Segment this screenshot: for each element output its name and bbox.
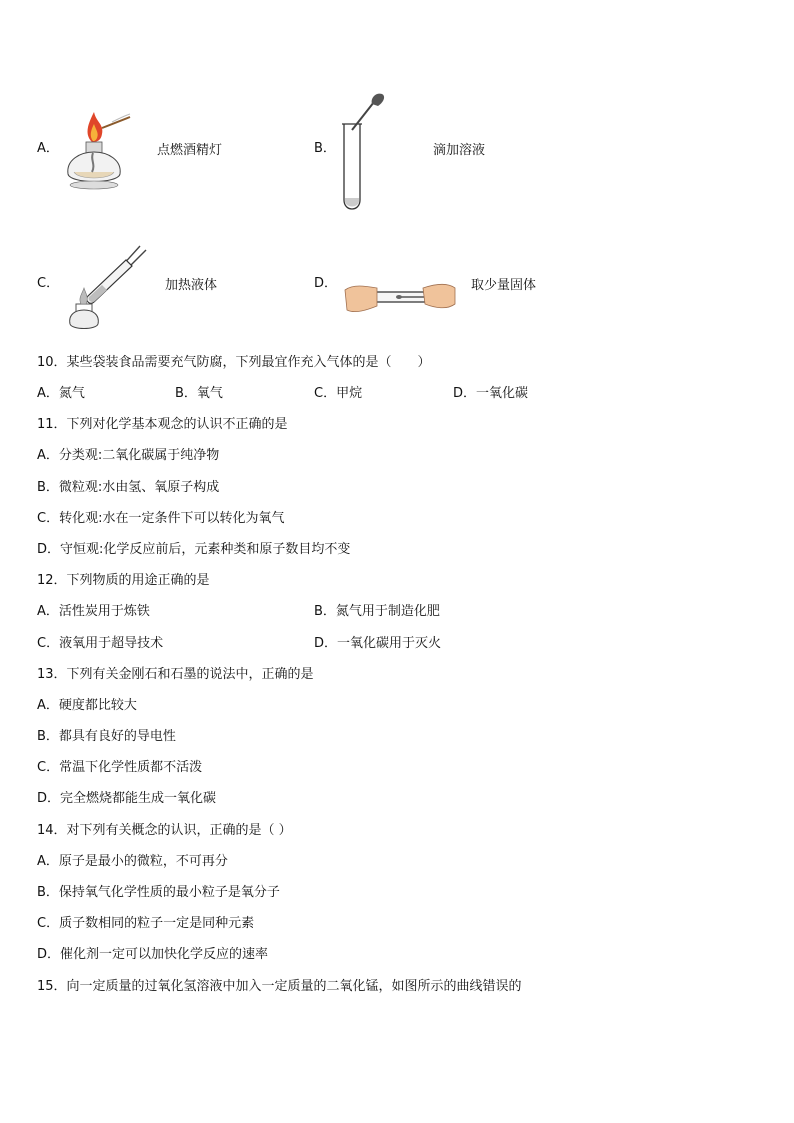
q9-option-b-letter: B． — [314, 141, 336, 156]
q11-option-b: B．微粒观:水由氢、氧原子构成 — [37, 480, 220, 495]
q9-option-c-caption: 加热液体 — [165, 278, 218, 293]
q10-option-b: B．氧气 — [175, 386, 223, 401]
q10-option-d: D．一氧化碳 — [453, 386, 529, 401]
q14-stem: 14．对下列有关概念的认识，正确的是（ ） — [37, 823, 292, 838]
q14-option-a: A．原子是最小的微粒，不可再分 — [37, 854, 228, 869]
q13-option-d: D．完全燃烧都能生成一氧化碳 — [37, 791, 217, 806]
q12-option-d: D．一氧化碳用于灭火 — [314, 636, 442, 651]
taking-solid-image — [343, 274, 457, 322]
q14-option-b: B．保持氧气化学性质的最小粒子是氧分子 — [37, 885, 280, 900]
q14-option-c: C．质子数相同的粒子一定是同种元素 — [37, 916, 255, 931]
q13-stem: 13．下列有关金刚石和石墨的说法中，正确的是 — [37, 667, 314, 682]
dropper-test-tube-image — [336, 90, 392, 216]
q15-stem: 15．向一定质量的过氧化氢溶液中加入一定质量的二氧化锰，如图所示的曲线错误的 — [37, 979, 522, 994]
q9-option-d-letter: D． — [314, 276, 338, 291]
q11-option-c: C．转化观:水在一定条件下可以转化为氧气 — [37, 511, 285, 526]
q11-option-d: D．守恒观:化学反应前后，元素种类和原子数目均不变 — [37, 542, 351, 557]
q14-option-d: D．催化剂一定可以加快化学反应的速率 — [37, 947, 269, 962]
q10-option-a: A．氮气 — [37, 386, 85, 401]
q13-option-b: B．都具有良好的导电性 — [37, 729, 176, 744]
q12-option-b: B．氮气用于制造化肥 — [314, 604, 440, 619]
alcohol-lamp-lighting-image — [62, 108, 138, 194]
q12-option-c: C．液氧用于超导技术 — [37, 636, 164, 651]
q9-option-d-caption: 取少量固体 — [471, 278, 537, 293]
q9-option-b-caption: 滴加溶液 — [433, 143, 486, 158]
q13-option-a: A．硬度都比较大 — [37, 698, 137, 713]
q9-option-c-letter: C． — [37, 276, 60, 291]
q11-option-a: A．分类观:二氧化碳属于纯净物 — [37, 448, 220, 463]
q12-stem: 12．下列物质的用途正确的是 — [37, 573, 210, 588]
q11-stem: 11．下列对化学基本观念的认识不正确的是 — [37, 417, 288, 432]
heating-liquid-image — [62, 242, 156, 334]
q12-option-a: A．活性炭用于炼铁 — [37, 604, 150, 619]
q13-option-c: C．常温下化学性质都不活泼 — [37, 760, 203, 775]
q9-option-a-letter: A． — [37, 141, 59, 156]
q10-option-c: C．甲烷 — [314, 386, 363, 401]
q10-stem: 10．某些袋装食品需要充气防腐，下列最宜作充入气体的是（ ） — [37, 355, 431, 370]
q9-option-a-caption: 点燃酒精灯 — [157, 143, 223, 158]
